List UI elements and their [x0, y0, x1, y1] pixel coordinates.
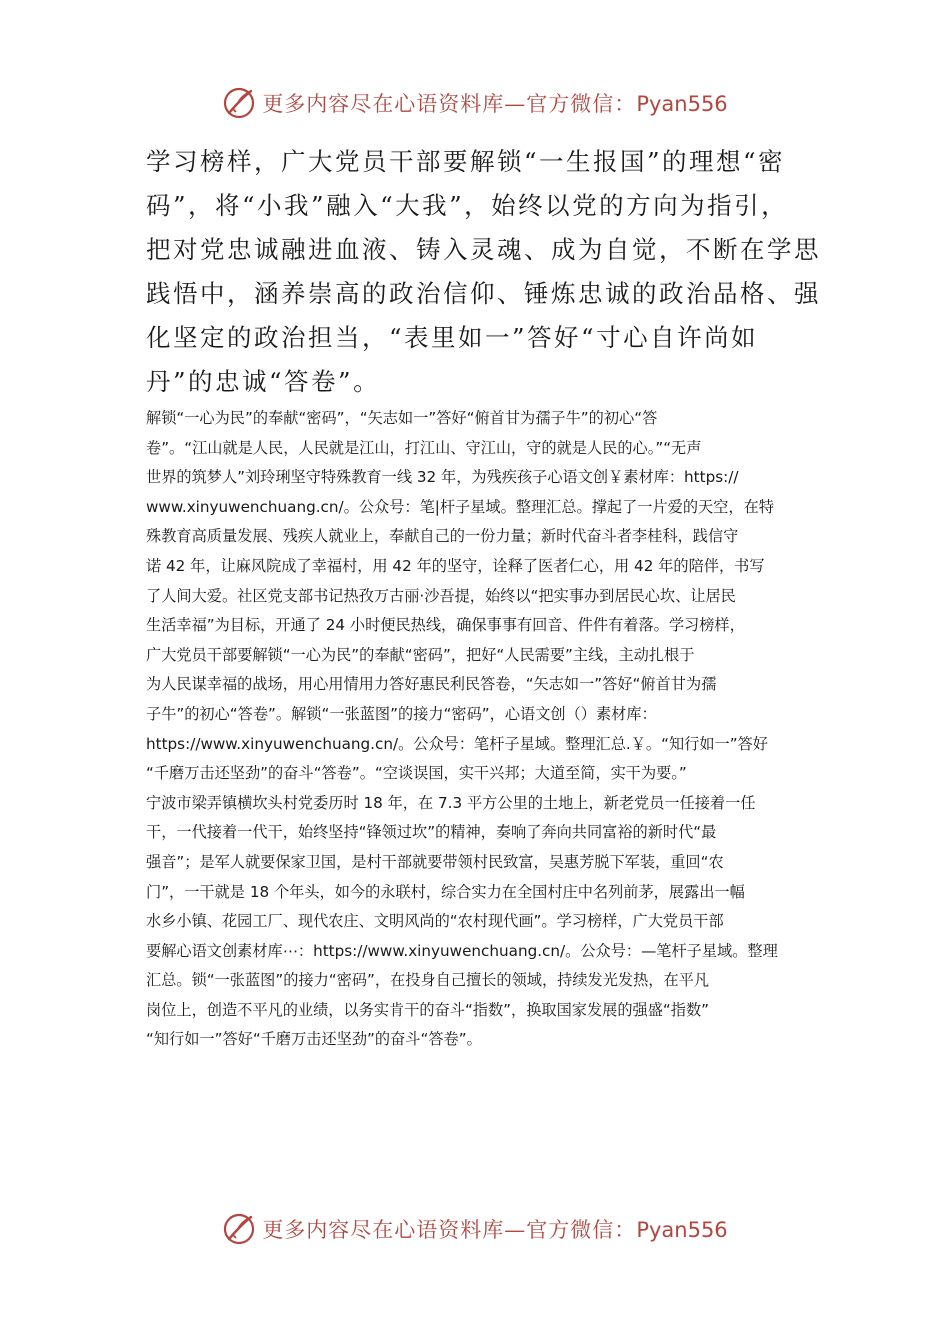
footer-banner	[0, 1209, 950, 1249]
body-line: 强音”；是军人就要保家卫国，是村干部就要带领村民致富，吴惠芳脱下军装，重回“农	[146, 852, 724, 871]
body-line: https://www.xinyuwenchuang.cn/。公众号：笔杆子星域。整理汇总.￥。“知行如一”答好	[146, 734, 768, 753]
heading-paragraph	[146, 140, 821, 404]
heading-line: 丹”的忠诚“答卷”。	[146, 367, 381, 396]
quill-logo-icon	[222, 1212, 256, 1246]
banner-wechat-id: Pyan556	[636, 1218, 728, 1242]
banner-text	[262, 1214, 727, 1244]
banner-text	[262, 88, 727, 118]
body-line: 宁波市梁弄镇横坎头村党委历时 18 年，在 7.3 平方公里的土地上，新老党员一任接着一任	[146, 793, 756, 812]
heading-line: 践悟中，涵养崇高的政治信仰、锤炼忠诚的政治品格、强	[146, 279, 821, 308]
body-line: 殊教育高质量发展、残疾人就业上，奉献自己的一份力量；新时代奋斗者李桂科，践信守	[146, 527, 739, 546]
body-line: “千磨万击还坚劲”的奋斗“答卷”。“空谈误国，实干兴邦；大道至简，实干为要。”	[146, 764, 687, 783]
body-paragraph	[146, 404, 808, 1055]
heading-line: 学习榜样，广大党员干部要解锁“一生报国”的理想“密	[146, 147, 786, 176]
heading-line: 码”，将“小我”融入“大我”，始终以党的方向为指引，	[146, 191, 789, 220]
body-line: 解锁“一心为民”的奉献“密码”，“矢志如一”答好“俯首甘为孺子牛”的初心“答	[146, 409, 658, 427]
heading-line: 化坚定的政治担当，“表里如一”答好“寸心自许尚如	[146, 323, 759, 352]
banner-wechat-id: Pyan556	[636, 92, 728, 116]
body-line: 世界的筑梦人”刘玲琍坚守特殊教育一线 32 年，为残疾孩子心语文创￥素材库：https://	[146, 468, 739, 487]
body-line: 了人间大爱。社区党支部书记热孜万古丽·沙吾提，始终以“把实事办到居民心坎、让居民	[146, 586, 736, 605]
banner-slogan: 更多内容尽在心语资料库—官方微信：	[262, 92, 637, 116]
banner-slogan: 更多内容尽在心语资料库—官方微信：	[262, 1218, 637, 1242]
body-line: 子牛”的初心“答卷”。解锁“一张蓝图”的接力“密码”，心语文创（）素材库：	[146, 704, 657, 723]
quill-logo-icon	[222, 86, 256, 120]
body-line: 岗位上，创造不平凡的业绩，以务实肯干的奋斗“指数”，换取国家发展的强盛“指数”	[146, 1000, 710, 1019]
body-line: 干，一代接着一代干，始终坚持“锋领过坎”的精神，奏响了奔向共同富裕的新时代“最	[146, 823, 717, 842]
body-line: “知行如一”答好“千磨万击还坚劲”的奋斗“答卷”。	[146, 1030, 482, 1049]
body-line: 生活幸福”为目标，开通了 24 小时便民热线，确保事事有回音、件件有着落。学习榜样，	[146, 616, 745, 635]
body-line: 为人民谋幸福的战场，用心用情用力答好惠民利民答卷，“矢志如一”答好“俯首甘为孺	[146, 675, 717, 694]
body-line: 诺 42 年，让麻风院成了幸福村，用 42 年的坚守，诠释了医者仁心，用 42 年的陪伴，书写	[146, 556, 765, 575]
heading-line: 把对党忠诚融进血液、铸入灵魂、成为自觉，不断在学思	[146, 235, 821, 264]
body-line: 门”，一干就是 18 个年头，如今的永联村，综合实力在全国村庄中名列前茅，展露出一幅	[146, 882, 745, 901]
body-line: 要解心语文创素材库⋯：https://www.xinyuwenchuang.cn/。公众号：—笔杆子星域。整理	[146, 941, 778, 960]
body-line: www.xinyuwenchuang.cn/。公众号：笔|杆子星域。整理汇总。撑起了一片爱的天空，在特	[146, 497, 774, 516]
header-banner	[0, 83, 950, 123]
body-line: 卷”。“江山就是人民，人民就是江山，打江山、守江山，守的就是人民的心。”“无声	[146, 438, 702, 457]
body-line: 广大党员干部要解锁“一心为民”的奉献“密码”，把好“人民需要”主线，主动扎根于	[146, 645, 695, 664]
body-line: 汇总。锁“一张蓝图”的接力“密码”，在投身自己擅长的领域，持续发光发热，在平凡	[146, 971, 710, 990]
body-line: 水乡小镇、花园工厂、现代农庄、文明风尚的“农村现代画”。学习榜样，广大党员干部	[146, 912, 724, 931]
